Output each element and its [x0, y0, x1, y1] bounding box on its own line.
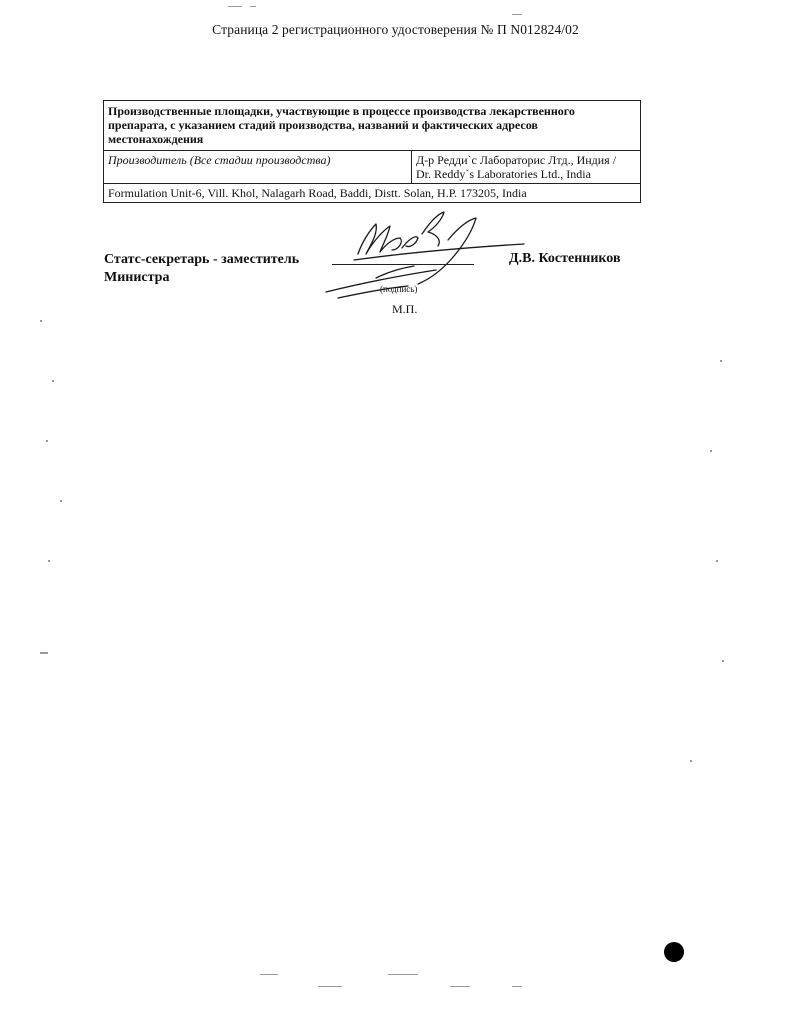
production-stage-cell: Производитель (Все стадии производства)	[104, 151, 412, 184]
manufacturer-cell	[412, 151, 641, 184]
section-title: Производственные площадки, участвующие в процессе производства лекарственного препарата, с указанием стадий производства, названий и фактических адресов местонахождения	[104, 101, 641, 151]
punch-hole-mark	[664, 942, 684, 962]
scan-speck	[722, 660, 724, 662]
scan-speck	[710, 450, 712, 452]
scan-speck	[716, 560, 718, 562]
page-caption: Страница 2 регистрационного удостоверения № П N012824/02	[212, 22, 579, 37]
scan-speck	[720, 360, 722, 362]
scan-speck	[260, 974, 278, 975]
signer-position-line2: Министра	[104, 270, 170, 285]
signer-position	[104, 251, 299, 287]
signature-line	[332, 264, 474, 265]
scan-speck	[40, 652, 48, 654]
table-row	[104, 184, 641, 203]
signer-position-line1: Статс-секретарь - заместитель	[104, 252, 300, 267]
table-row	[104, 101, 641, 151]
site-address-cell: Formulation Unit-6, Vill. Khol, Nalagarh Road, Baddi, Distt. Solan, H.P. 173205, India	[104, 184, 641, 203]
scan-speck	[46, 440, 48, 442]
signature-caption: (подпись)	[380, 284, 418, 294]
scan-speck	[690, 760, 692, 762]
scan-speck	[60, 500, 62, 502]
scan-speck	[40, 320, 42, 322]
signer-name: Д.В. Костенников	[509, 251, 621, 266]
scan-speck	[228, 6, 242, 7]
scan-speck	[450, 986, 470, 987]
stamp-place-label: М.П.	[392, 302, 418, 316]
scan-speck	[512, 14, 522, 15]
scan-speck	[512, 986, 522, 987]
scan-speck	[250, 6, 256, 7]
scan-speck	[52, 380, 54, 382]
production-sites-table	[103, 100, 641, 203]
table-row	[104, 151, 641, 184]
manufacturer-name-ru: Д-р Редди`с Лабораторис Лтд., Индия /	[416, 153, 617, 167]
scan-speck	[48, 560, 50, 562]
manufacturer-name-en: Dr. Reddy`s Laboratories Ltd., India	[416, 167, 591, 181]
handwritten-signature	[318, 204, 533, 304]
scan-speck	[388, 974, 418, 975]
scan-speck	[318, 986, 342, 987]
